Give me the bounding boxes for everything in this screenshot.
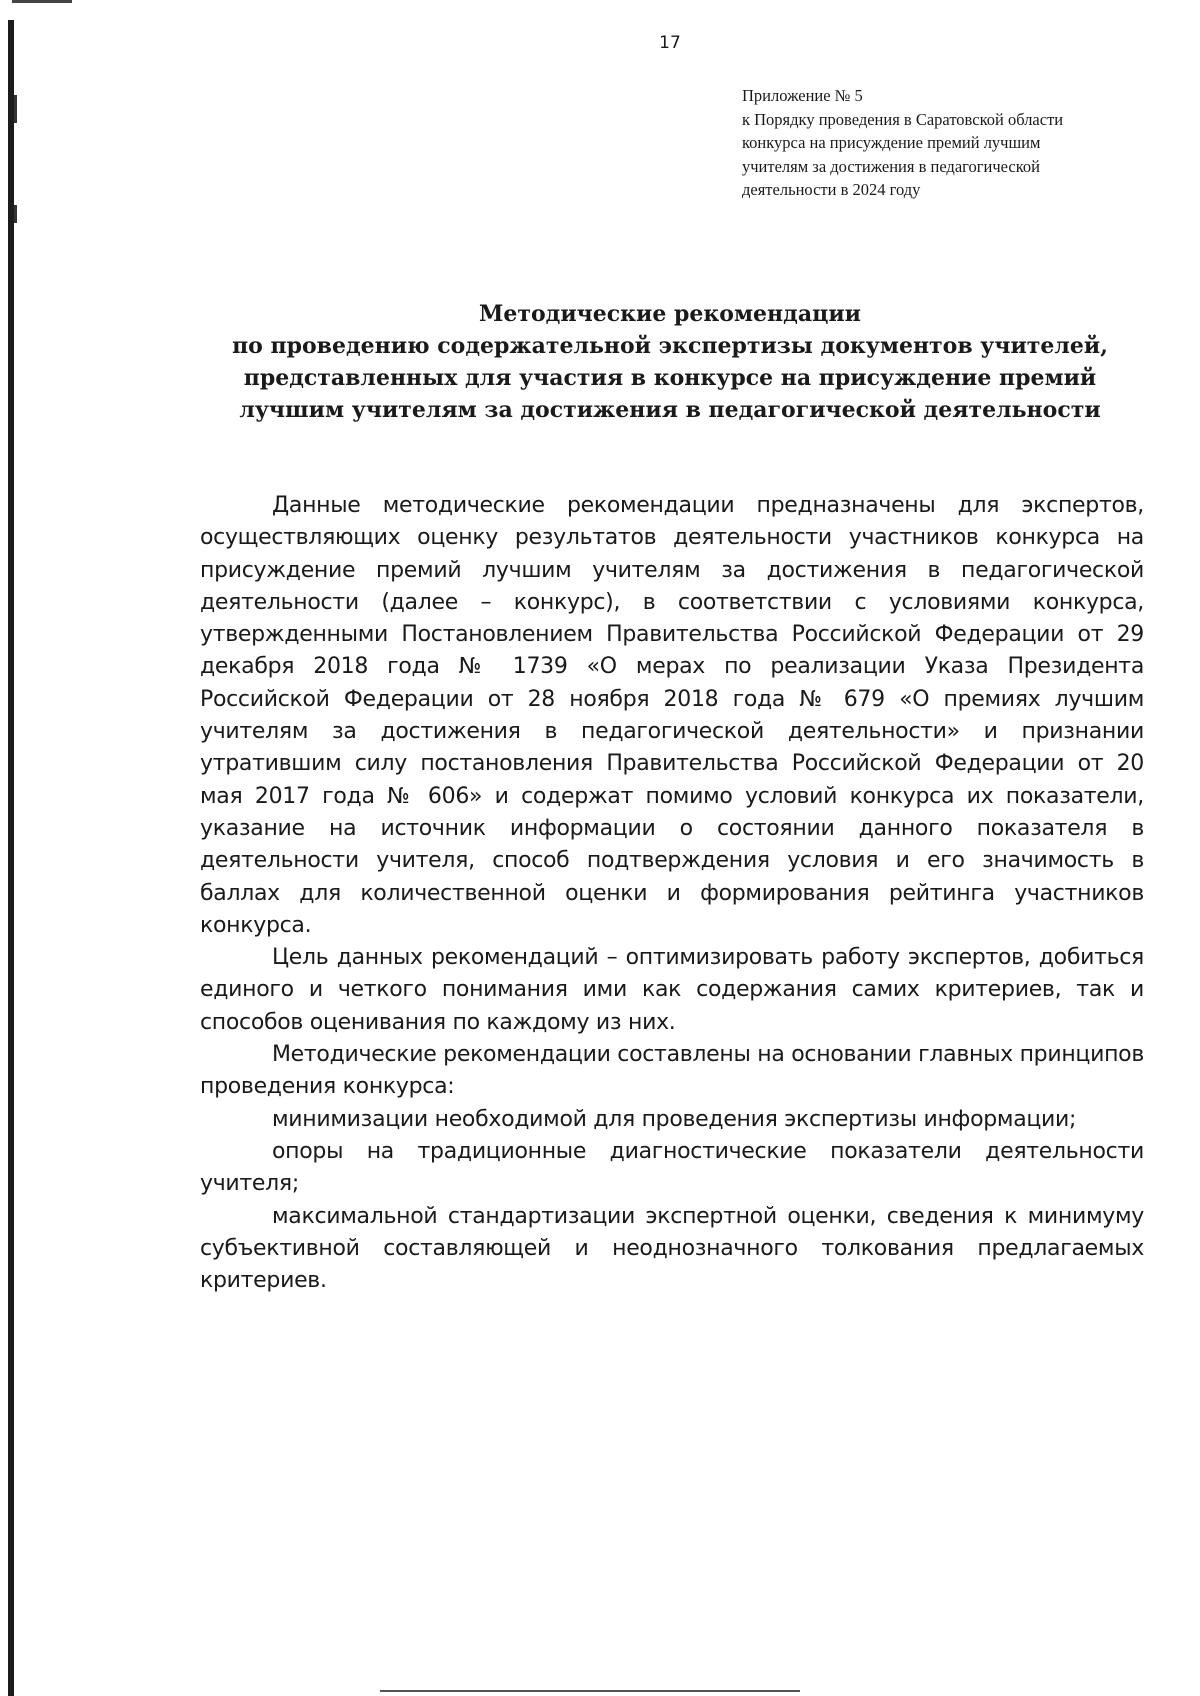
paragraph: Данные методические рекомендации предназначены для экспертов, осуществляющих оценку результатов деятельности участников конкурса на присуждение премий лучшим учителям за достижения в педагогической деятельности (далее – конкурс), в соответствии с условиями конкурса, утвержденными Постановлением Правительства Российской Федерации от 29 декабря 2018 года № 1739 «О мерах по реализации Указа Президента Российской Федерации от 28 ноября 2018 года № 679 «О премиях лучшим учителям за достижения в педагогической деятельности» и признании утратившим силу постановления Правительства Российской Федерации от 20 мая 2017 года № 606» и содержат помимо условий конкурса их показатели, указание на источник информации о состоянии данного показателя в деятельности учителя, способ подтверждения условия и его значимость в баллах для количественной оценки и формирования рейтинга участников конкурса. (200, 493, 1144, 938)
page-number: 17 (659, 33, 681, 53)
paragraph: Цель данных рекомендаций – оптимизировать работу экспертов, добиться единого и четкого понимания ими как содержания самих критериев, так и способов оценивания по каждому из них. (200, 945, 1144, 1035)
title-line: Методические рекомендации (479, 301, 861, 327)
appendix-line: учителям за достижения в педагогической (742, 156, 1040, 176)
title-line: представленных для участия в конкурсе на присуждение премий (243, 365, 1097, 391)
title-line: по проведению содержательной экспертизы документов учителей, (232, 333, 1108, 359)
paragraph: опоры на традиционные диагностические показатели деятельности учителя; (200, 1138, 1144, 1197)
appendix-note (742, 84, 1162, 202)
scan-bottom-line (380, 1690, 800, 1692)
paragraph: максимальной стандартизации экспертной оценки, сведения к минимуму субъективной составляющей и неоднозначного толкования предлагаемых критериев. (200, 1203, 1144, 1294)
scan-edge-tick (14, 205, 17, 223)
paragraph: Методические рекомендации составлены на основании главных принципов проведения конкурса: (200, 1042, 1144, 1100)
appendix-line: деятельности в 2024 году (742, 180, 921, 199)
paragraph: минимизации необходимой для проведения экспертизы информации; (272, 1106, 1077, 1132)
appendix-line: Приложение № 5 (742, 86, 863, 105)
title-line: лучшим учителям за достижения в педагогической деятельности (239, 397, 1101, 423)
scan-top-mark (12, 0, 72, 3)
document-title (200, 298, 1140, 426)
scan-edge-left (8, 20, 14, 1696)
appendix-line: конкурса на присуждение премий лучшим (742, 133, 1041, 152)
scan-edge-tick (14, 95, 17, 123)
appendix-line: к Порядку проведения в Саратовской области (742, 109, 1064, 129)
document-body (200, 490, 1144, 1297)
